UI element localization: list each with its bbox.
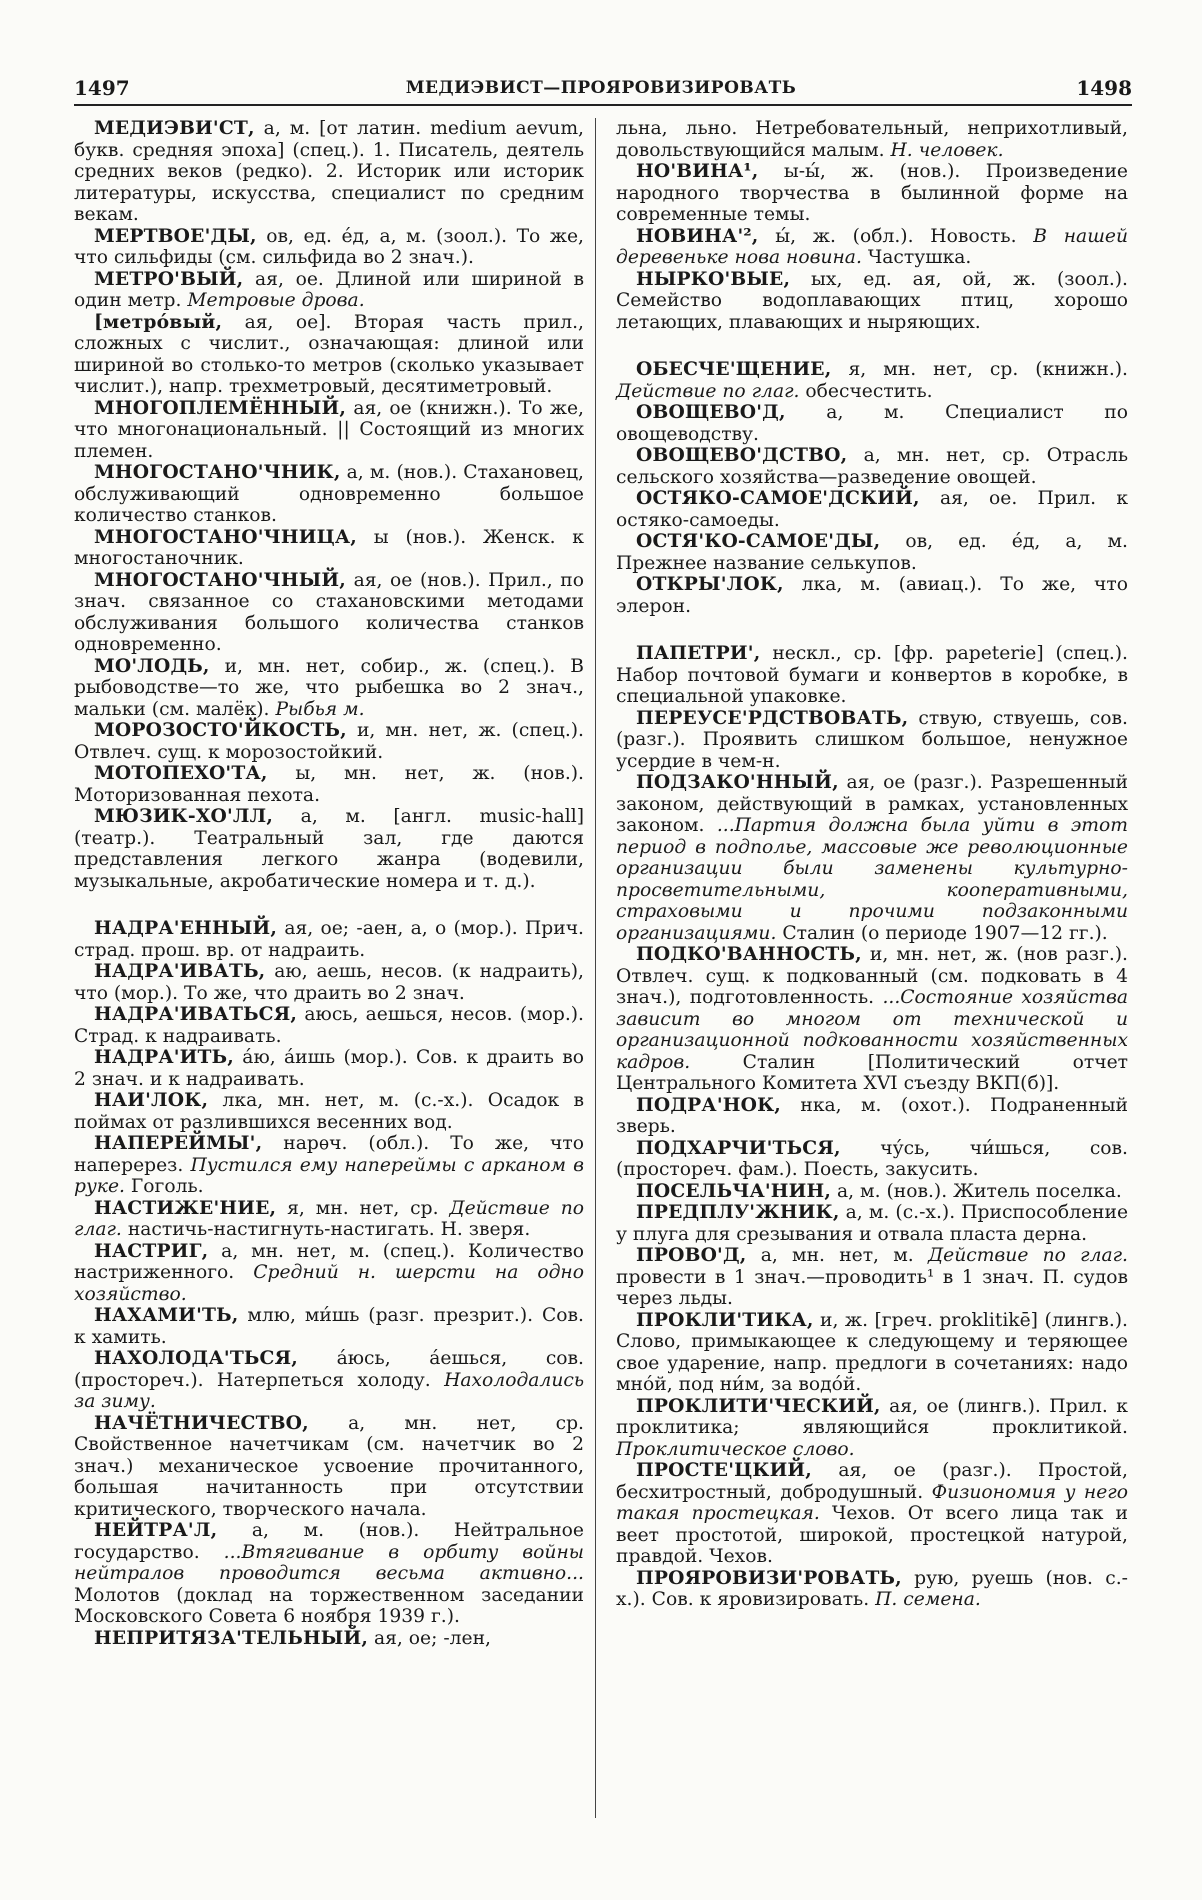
entry-headword: НОВИНА'², bbox=[636, 224, 759, 247]
entry-headword: МНОГОПЛЕМЁННЫЙ, bbox=[94, 396, 347, 419]
entry-definition: и, мн. нет, ж. (спец.). Отвлеч. сущ. к морозостойкий. bbox=[74, 720, 584, 763]
dictionary-entry bbox=[616, 574, 1128, 617]
entry-headword: ПАПЕТРИ', bbox=[636, 642, 761, 664]
section-gap bbox=[74, 892, 584, 918]
header-title: МЕДИЭВИСТ—ПРОЯРОВИЗИРОВАТЬ bbox=[405, 78, 797, 98]
entry-source: Сталин (о периоде 1907—12 гг.). bbox=[776, 922, 1108, 944]
running-header bbox=[0, 70, 1202, 104]
entry-definition: ы (нов.). Женск. к многостаночник. bbox=[74, 526, 584, 569]
dictionary-entry bbox=[616, 161, 1128, 226]
page-number-right: 1498 bbox=[1076, 76, 1132, 100]
dictionary-entry bbox=[616, 531, 1128, 574]
entry-example: ...Втягивание в орбиту войны нейтралов проводится весьма активно... bbox=[74, 1541, 584, 1584]
entry-definition: ых, ед. ая, ой, ж. (зоол.). Семейство водоплавающих птиц, хорошо летающих, плавающих и ныряющих. bbox=[616, 268, 1128, 333]
entry-definition: а, м. Специалист по овощеводству. bbox=[616, 402, 1128, 445]
entry-example: ...Состояние хозяйства зависит во многом от технической и организационной подкованности хозяйственных кадров. bbox=[616, 987, 1128, 1073]
entry-source: настичь-настигнуть-настигать. Н. зверя. bbox=[121, 1219, 531, 1240]
entry-definition: а, мн. нет, ср. Отрасль сельского хозяйства—разведение овощей. bbox=[616, 445, 1128, 488]
entry-definition: а, мн. нет, м. bbox=[746, 1245, 928, 1266]
entry-definition: ая, ое. Прил. к остяко-самоеды. bbox=[616, 488, 1128, 531]
entry-example: Средний н. шерсти на одно хозяйство. bbox=[74, 1262, 584, 1305]
entry-example: Пустился ему наперeймы с арканом в руке. bbox=[74, 1154, 585, 1197]
entry-definition: ы, мн. нет, ж. (нов.). Моторизованная пехота. bbox=[74, 763, 584, 806]
dictionary-entry bbox=[74, 1198, 584, 1241]
entry-definition: а, м. (нов.). Житель поселка. bbox=[831, 1180, 1122, 1202]
dictionary-entry bbox=[616, 1181, 1128, 1203]
dictionary-entry bbox=[616, 708, 1128, 773]
entry-definition: млю, ми́шь (разг. презрит.). Сов. к хамить. bbox=[74, 1305, 584, 1348]
dictionary-entry bbox=[74, 269, 584, 312]
dictionary-entry bbox=[616, 1095, 1128, 1138]
header-rule bbox=[74, 104, 1132, 106]
entry-source: Молотов (доклад на торжественном заседании Московского Совета 6 ноября 1939 г.). bbox=[74, 1584, 584, 1627]
entry-definition: ая, ое (разг.). Разрешенный законом, действующий в рамках, установленных законом. bbox=[616, 772, 1128, 836]
entry-headword: ПОСЕЛЬЧА'НИН, bbox=[636, 1179, 832, 1202]
entry-definition: ствую, ствуешь, сов. (разг.). Проявить слишком большое, ненужное усердие в чем-н. bbox=[616, 707, 1128, 772]
entry-headword: МЕТРО'ВЫЙ, bbox=[94, 267, 244, 290]
dictionary-entry bbox=[74, 1133, 584, 1198]
entry-headword: НАДРА'ИТЬ, bbox=[94, 1046, 234, 1068]
dictionary-entry bbox=[616, 488, 1128, 531]
dictionary-entry bbox=[616, 269, 1128, 334]
dictionary-entry bbox=[74, 918, 584, 961]
entry-headword: ПРОКЛИТИ'ЧЕСКИЙ, bbox=[636, 1394, 881, 1417]
entry-source: Гоголь. bbox=[124, 1176, 204, 1197]
entry-headword: ОТКРЫ'ЛОК, bbox=[636, 573, 784, 595]
entry-headword: НАХАМИ'ТЬ, bbox=[94, 1304, 239, 1326]
entry-definition: ая, ое (лингв.). Прил. к проклитика; являющийся проклитикой. bbox=[616, 1395, 1128, 1438]
entry-definition: и, мн. нет, собир., ж. (спец.). В рыбоводстве—то же, что рыбешка во 2 знач., мальки (см. малёк). bbox=[74, 655, 584, 720]
dictionary-entry bbox=[74, 1628, 584, 1650]
entry-headword: НАСТРИГ, bbox=[94, 1239, 209, 1262]
dictionary-entry bbox=[616, 944, 1128, 1095]
entry-definition: нарѳч. (обл.). То же, что наперерез. bbox=[74, 1133, 584, 1176]
dictionary-entry bbox=[74, 1047, 584, 1090]
entry-headword: НАДРА'ИВАТЬ, bbox=[94, 960, 266, 982]
column-divider bbox=[595, 118, 596, 1818]
entry-headword: ПРОСТЕ'ЦКИЙ, bbox=[636, 1459, 812, 1481]
dictionary-entry bbox=[616, 226, 1128, 269]
dictionary-entry bbox=[74, 806, 584, 892]
dictionary-entry bbox=[616, 445, 1128, 488]
dictionary-entry bbox=[616, 359, 1128, 402]
dictionary-entry bbox=[616, 1396, 1128, 1461]
entry-headword: ОБЕСЧЕ'ЩЕНИЕ, bbox=[636, 358, 832, 380]
entry-definition: а, м. (нов.). Стахановец, обслуживающий одновременно большое количество станков. bbox=[74, 462, 584, 526]
left-column bbox=[74, 118, 584, 1649]
entry-headword: МНОГОСТАНО'ЧНИЦА, bbox=[94, 525, 358, 548]
entry-headword: МО'ЛОДЬ, bbox=[94, 654, 210, 677]
entry-headword: ПРОВО'Д, bbox=[636, 1244, 747, 1266]
entry-source: Сталин [Политический отчет Центрального Комитета XVI съезду ВКП(б)]. bbox=[616, 1051, 1128, 1094]
dictionary-entry bbox=[74, 1241, 584, 1306]
entry-headword: ПЕРЕУСЕ'РДСТВОВАТЬ, bbox=[636, 706, 909, 729]
entry-definition: ая, ое (книжн.). То же, что многонациональный. || Состоящий из многих племен. bbox=[74, 397, 584, 462]
entry-definition: льна, льно. Нетребовательный, неприхотливый, довольствующийся малым. bbox=[616, 118, 1128, 161]
entry-definition: рую, руешь (нов. с.-х.). Сов. к яровизировать. bbox=[616, 1567, 1128, 1610]
dictionary-entry bbox=[74, 226, 584, 269]
dictionary-entry bbox=[616, 643, 1128, 708]
dictionary-entry bbox=[74, 1305, 584, 1348]
dictionary-entry bbox=[74, 570, 584, 656]
entry-definition: ы-ы́, ж. (нов.). Произведение народного творчества в былинной форме на современные темы. bbox=[616, 161, 1128, 225]
entry-headword: НАСТИЖЕ'НИЕ, bbox=[94, 1196, 277, 1219]
entry-source: Частушка. bbox=[861, 247, 972, 268]
entry-source: провести в 1 знач.—проводить¹ в 1 знач. П. судов через льды. bbox=[616, 1266, 1128, 1309]
entry-definition: нка, м. (охот.). Подраненный зверь. bbox=[616, 1094, 1128, 1137]
entry-definition: ая, ое]. Вторая часть прил., сложных с числит., означающая: длиной или шириной во столько-то метров (сколько указывает числит.), напр. трехметровый, десятиметровый. bbox=[74, 311, 584, 397]
dictionary-entry bbox=[74, 720, 584, 763]
right-column bbox=[616, 118, 1128, 1611]
entry-definition: лка, м. (авиац.). То же, что элерон. bbox=[616, 574, 1128, 617]
section-gap bbox=[616, 333, 1128, 359]
page-number-left: 1497 bbox=[74, 76, 130, 100]
entry-headword: МЕРТВОЕ'ДЫ, bbox=[94, 224, 257, 247]
entry-definition: а, мн. нет, ср. Свойственное начетчикам (см. начетчик во 2 знач.) механическое усвоение прочитанного, большая начитанность при отсутствии критического, творческого начала. bbox=[74, 1412, 584, 1520]
entry-example: Действие по глаг. bbox=[616, 380, 800, 402]
entry-definition: ая, ое. Длиной или шириной в один метр. bbox=[74, 268, 584, 311]
entry-definition: ов, ед. е́д, а, м. Прежнее название селькупов. bbox=[616, 531, 1128, 574]
entry-definition: а, мн. нет, м. (спец.). Количество настриженного. bbox=[74, 1240, 584, 1283]
section-gap bbox=[616, 617, 1128, 643]
dictionary-entry bbox=[74, 763, 584, 806]
entry-headword: НАДРА'ИВАТЬСЯ, bbox=[94, 1003, 298, 1025]
entry-definition: ы́, ж. (обл.). Новость. bbox=[758, 225, 1034, 247]
entry-definition: я, мн. нет, ср. bbox=[276, 1197, 450, 1219]
entry-headword: МОРОЗОСТО'ЙКОСТЬ, bbox=[94, 719, 347, 741]
dictionary-entry bbox=[616, 1245, 1128, 1310]
entry-headword: МНОГОСТАНО'ЧНИК, bbox=[94, 461, 341, 483]
entry-headword: ПОДКО'ВАННОСТЬ, bbox=[636, 943, 862, 965]
entry-example: Рыбья м. bbox=[275, 698, 365, 720]
entry-definition: ов, ед. е́д, а, м. (зоол.). То же, что сильфиды (см. сильфида во 2 знач.). bbox=[74, 225, 584, 268]
entry-headword: НАПЕРЕЙМЫ', bbox=[94, 1132, 263, 1154]
entry-headword: МНОГОСТАНО'ЧНЫЙ, bbox=[94, 568, 346, 591]
entry-example: Действие по глаг. bbox=[74, 1197, 584, 1240]
entry-headword: ПОДЗАКО'ННЫЙ, bbox=[636, 771, 839, 793]
dictionary-entry bbox=[616, 1202, 1128, 1245]
entry-example: Физиономия у него такая простецкая. bbox=[616, 1481, 1128, 1524]
dictionary-entry bbox=[74, 1004, 584, 1047]
entry-headword: НЕПРИТЯЗА'ТЕЛЬНЫЙ, bbox=[94, 1626, 369, 1649]
entry-definition: аюсь, аешься, несов. (мор.). Страд. к надраивать. bbox=[74, 1004, 584, 1047]
dictionary-entry bbox=[74, 1520, 584, 1628]
dictionary-entry bbox=[616, 772, 1128, 944]
entry-example: Проклитическое слово. bbox=[616, 1438, 855, 1460]
entry-headword: НЫРКО'ВЫЕ, bbox=[636, 267, 791, 290]
entry-example: Нахолодались за зиму. bbox=[74, 1369, 584, 1412]
entry-headword: НАЧЁТНИЧЕСТВО, bbox=[94, 1411, 309, 1434]
entry-headword: ПОДРА'НОК, bbox=[636, 1093, 781, 1116]
entry-source: Чехов. От всего лица так и веет простотой, широкой, простецкой натурой, правдой. Чехов. bbox=[616, 1503, 1129, 1567]
entry-definition: а́юсь, а́ешься, сов. (простореч.). Натерпеться холоду. bbox=[74, 1348, 584, 1391]
dictionary-entry bbox=[74, 312, 584, 398]
entry-example: ...Партия должна была уйти в этот период в подполье, массовые же революционные организации были заменены культурно-просветительными, кооперативными, страховыми и прочими подзаконными организациями. bbox=[616, 815, 1128, 944]
entry-definition: ая, ое; -лен, bbox=[368, 1627, 491, 1649]
entry-headword: ОВОЩЕВО'ДСТВО, bbox=[636, 444, 848, 466]
entry-definition: а, м. (с.-х.). Приспособление у плуга для срезывания и отвала пласта дерна. bbox=[616, 1202, 1128, 1245]
entry-definition: лка, мн. нет, м. (с.-х.). Осадок в поймах от разлившихся весенних вод. bbox=[74, 1090, 584, 1133]
dictionary-entry bbox=[74, 961, 584, 1004]
entry-headword: МЮЗИК-ХО'ЛЛ, bbox=[94, 805, 274, 827]
entry-definition: ая, ое (нов.). Прил., по знач. связанное со стахановскими методами обслуживания большого количества станков одновременно. bbox=[74, 569, 584, 655]
dictionary-entry bbox=[74, 1348, 584, 1413]
entry-definition: а, м. [от латин. medium aevum, букв. средняя эпоха] (спец.). 1. Писатель, деятель средних веков (редко). 2. Историк или историк литературы, искусства, специалист по средним векам. bbox=[74, 118, 584, 225]
dictionary-entry bbox=[616, 402, 1128, 445]
entry-definition: а́ю, а́ишь (мор.). Сов. к драить во 2 знач. и к надраивать. bbox=[74, 1047, 584, 1090]
entry-definition: и, ж. [греч. proklitikē] (лингв.). Слово, примыкающее к следующему и теряющее свое ударение, напр. предлоги в сочетаниях: надо мно́й, под ни́м, за водо́й. bbox=[616, 1309, 1128, 1395]
entry-definition: а, м. [англ. music-hall] (театр.). Театральный зал, где даются представления легкого жанра (водевили, музыкальные, акробатические номера и т. д.). bbox=[74, 806, 584, 892]
entry-definition: ая, ое; -аен, а, о (мор.). Прич. страд. прош. вр. от надраить. bbox=[74, 918, 584, 961]
entry-example: Метровые дрова. bbox=[187, 290, 365, 311]
entry-example: П. семена. bbox=[875, 1589, 981, 1610]
dictionary-entry bbox=[74, 462, 584, 527]
entry-headword: ОСТЯ'КО-САМОЕ'ДЫ, bbox=[636, 530, 881, 552]
entry-headword: МОТОПЕХО'ТА, bbox=[94, 762, 268, 784]
entry-headword: НАИ'ЛОК, bbox=[94, 1089, 209, 1111]
entry-headword: ПРОКЛИ'ТИКА, bbox=[636, 1308, 814, 1331]
entry-headword: НАДРА'ЕННЫЙ, bbox=[94, 917, 278, 939]
dictionary-entry bbox=[74, 1413, 584, 1521]
entry-example: Н. человек. bbox=[890, 139, 1004, 161]
entry-headword: ОСТЯКО-САМОЕ'ДСКИЙ, bbox=[636, 487, 920, 509]
dictionary-entry bbox=[616, 118, 1128, 161]
entry-headword: НЕЙТРА'Л, bbox=[94, 1519, 218, 1541]
entry-headword: ПРОЯРОВИЗИ'РОВАТЬ, bbox=[636, 1566, 902, 1589]
entry-definition: чу́сь, чи́шься, сов. (простореч. фам.). Поесть, закусить. bbox=[616, 1137, 1128, 1180]
dictionary-entry bbox=[74, 656, 584, 721]
dictionary-entry bbox=[74, 1090, 584, 1133]
dictionary-entry bbox=[616, 1138, 1128, 1181]
dictionary-entry bbox=[74, 118, 584, 226]
entry-headword: ОВОЩЕВО'Д, bbox=[636, 401, 786, 423]
dictionary-entry bbox=[616, 1310, 1128, 1396]
entry-definition: ая, ое (разг.). Простой, бесхитростный, добродушный. bbox=[616, 1460, 1128, 1503]
dictionary-entry bbox=[74, 527, 584, 570]
dictionary-entry bbox=[74, 398, 584, 463]
entry-headword: НАХОЛОДА'ТЬСЯ, bbox=[94, 1347, 299, 1369]
entry-headword: [метро́вый, bbox=[94, 310, 223, 333]
entry-example: Действие по глаг. bbox=[927, 1245, 1128, 1266]
entry-definition: а, м. (нов.). Нейтральное государство. bbox=[74, 1520, 584, 1563]
entry-definition: я, мн. нет, ср. (книжн.). bbox=[831, 359, 1128, 380]
dictionary-entry bbox=[616, 1568, 1128, 1611]
dictionary-entry bbox=[616, 1460, 1128, 1568]
entry-headword: НО'ВИНА¹, bbox=[636, 160, 759, 182]
entry-definition: аю, аешь, несов. (к надраить), что (мор.). То же, что драить во 2 знач. bbox=[74, 961, 584, 1004]
entry-example: В нашей деревеньке нова новина. bbox=[616, 225, 1128, 268]
entry-source: обесчестить. bbox=[799, 380, 933, 402]
entry-headword: ПОДХАРЧИ'ТЬСЯ, bbox=[636, 1136, 841, 1159]
entry-headword: МЕДИЭВИ'СТ, bbox=[94, 117, 255, 139]
entry-definition: нескл., ср. [фр. papeterie] (спец.). Набор почтовой бумаги и конвертов в коробке, в специальной упаковке. bbox=[616, 643, 1128, 707]
entry-headword: ПРЕДПЛУ'ЖНИК, bbox=[636, 1201, 840, 1223]
entry-definition: и, мн. нет, ж. (нов разг.). Отвлеч. сущ. к подкованный (см. подковать в 4 знач.), подготовленность. bbox=[616, 944, 1128, 1008]
